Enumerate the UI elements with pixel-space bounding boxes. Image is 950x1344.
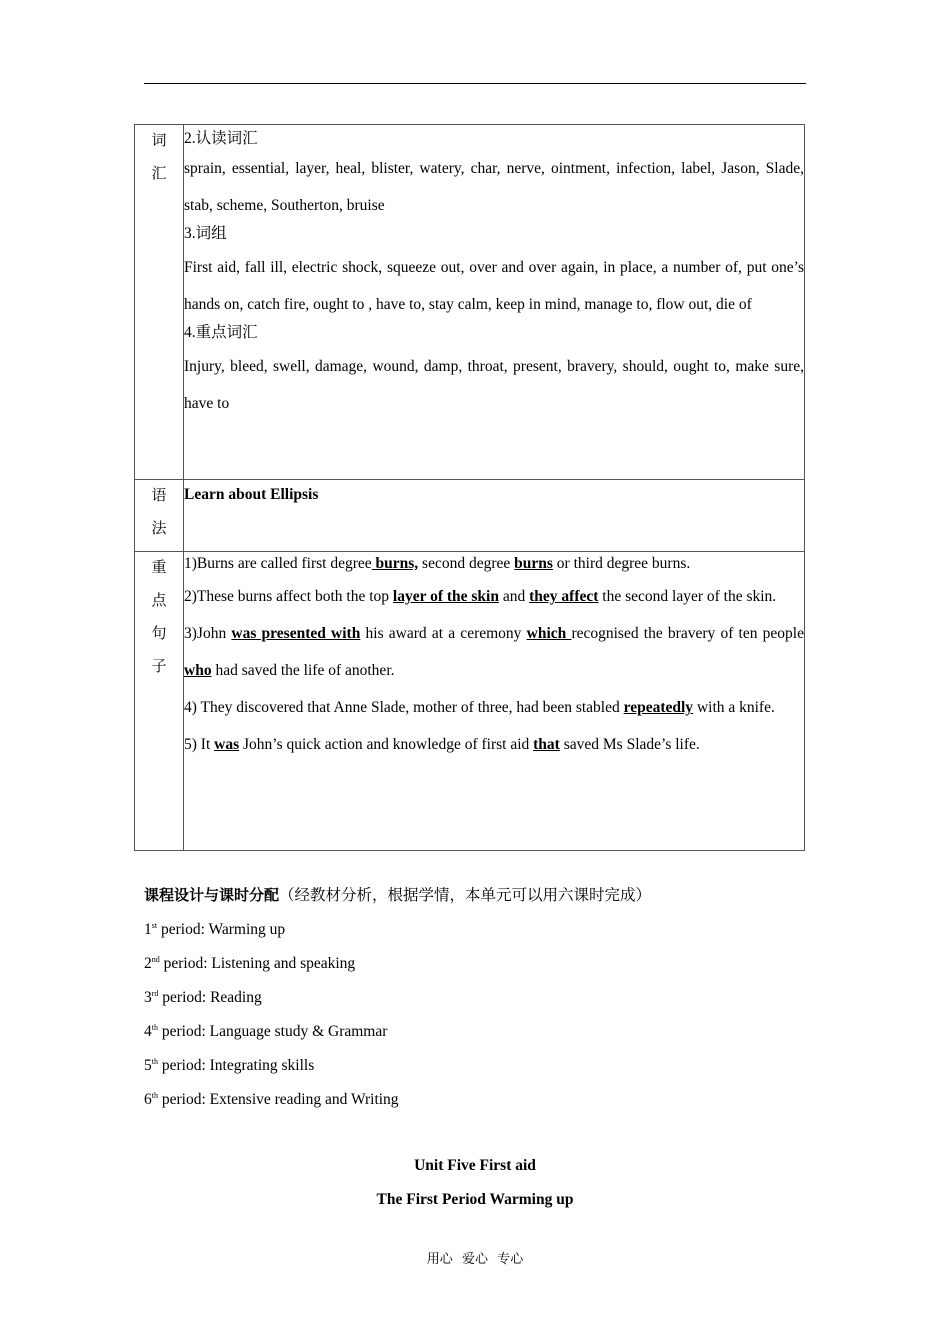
course-design-section bbox=[144, 883, 824, 1122]
phrases: First aid, fall ill, electric shock, squeeze out, over and over again, in place, a number of, put one’s hands on, catch fire, ought to , have to, stay calm, keep in mind, manage to, flow out, die of bbox=[184, 259, 804, 313]
period-item: 4th period: Language study & Grammar bbox=[144, 1022, 388, 1040]
key-sentences-content bbox=[184, 552, 805, 851]
grammar-row bbox=[135, 480, 805, 552]
recognition-words-title: 2.认读词汇 bbox=[184, 130, 258, 147]
period-item: 3rd period: Reading bbox=[144, 988, 262, 1006]
key-sentences-row bbox=[135, 552, 805, 851]
period-item: 1st period: Warming up bbox=[144, 920, 286, 938]
grammar-label: 语 法 bbox=[135, 480, 184, 552]
page-footer: 用心 爱心 专心 bbox=[426, 1251, 524, 1266]
vocabulary-content bbox=[184, 125, 805, 480]
sentence-2: 2)These burns affect both the top layer of the skin and they affect the second layer of the skin. bbox=[184, 588, 777, 605]
key-words: Injury, bleed, swell, damage, wound, damp, throat, present, bravery, should, ought to, make sure, have to bbox=[184, 358, 804, 412]
period-item: 2nd period: Listening and speaking bbox=[144, 954, 356, 972]
key-sentences-label: 重 点 句 子 bbox=[135, 552, 184, 851]
vocabulary-row bbox=[135, 125, 805, 480]
period-item: 5th period: Integrating skills bbox=[144, 1056, 315, 1074]
period-title: The First Period Warming up bbox=[376, 1191, 574, 1208]
key-words-title: 4.重点词汇 bbox=[184, 324, 258, 341]
vocabulary-label: 词 汇 bbox=[135, 125, 184, 480]
header-rule bbox=[144, 83, 806, 84]
sentence-4: 4) They discovered that Anne Slade, mother of three, had been stabled repeatedly with a knife. bbox=[184, 699, 775, 716]
syllabus-table bbox=[134, 124, 805, 851]
sentence-1: 1)Burns are called first degree burns, second degree burns or third degree burns. bbox=[184, 555, 691, 572]
grammar-topic: Learn about Ellipsis bbox=[184, 486, 319, 503]
unit-title: Unit Five First aid bbox=[414, 1157, 536, 1174]
sentence-3: 3)John was presented with his award at a ceremony which recognised the bravery of ten people who had saved the life of another. bbox=[184, 625, 804, 679]
grammar-content bbox=[184, 480, 805, 552]
sentence-5: 5) It was John’s quick action and knowledge of first aid that saved Ms Slade’s life. bbox=[184, 736, 700, 753]
course-design-heading: 课程设计与课时分配（经教材分析，根据学情，本单元可以用六课时完成） bbox=[144, 886, 652, 904]
recognition-words: sprain, essential, layer, heal, blister, watery, char, nerve, ointment, infection, label, Jason, Slade, stab, scheme, Southerton, bruise bbox=[184, 160, 804, 214]
phrases-title: 3.词组 bbox=[184, 225, 227, 242]
period-item: 6th period: Extensive reading and Writing bbox=[144, 1090, 399, 1108]
